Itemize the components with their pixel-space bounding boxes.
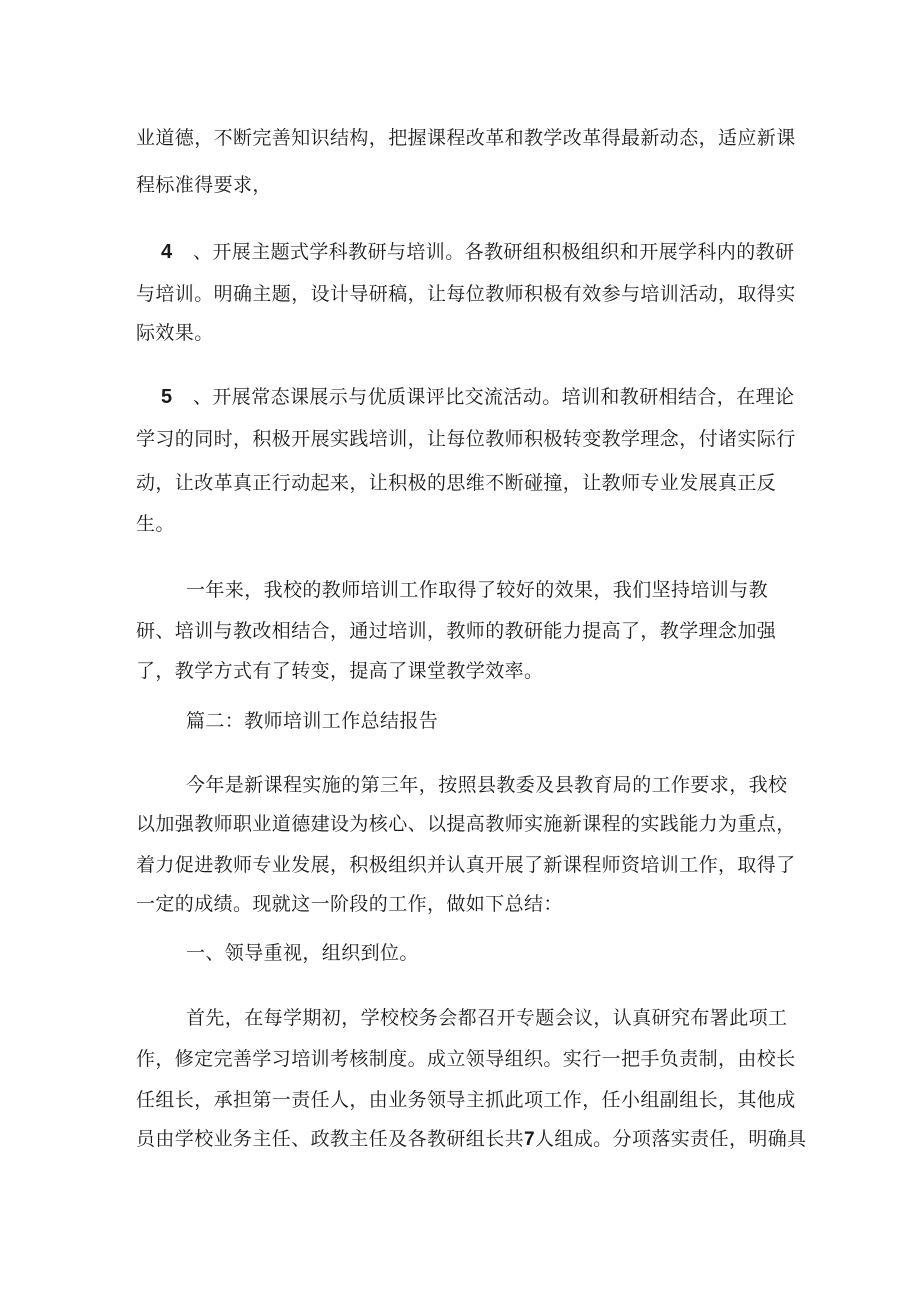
section-heading: 一、领导重视，组织到位。 (186, 942, 419, 964)
text-line: 际效果。 (136, 322, 214, 344)
text-line: 任组长，承担第一责任人，由业务领导主抓此项工作，任小组副组长，其他成 (136, 1089, 796, 1111)
text-line: 一年来，我校的教师培训工作取得了较好的效果，我们坚持培训与教 (186, 579, 769, 601)
text-segment: 员由学校业务主任、政教主任及各教研组长共 (136, 1128, 525, 1150)
text-line: 程标准得要求， (136, 174, 272, 196)
inline-number: 7 (524, 1129, 535, 1150)
text-line: 一定的成绩。现就这一阶段的工作，做如下总结： (136, 893, 563, 915)
text-line: 以加强教师职业道德建设为核心、以提高教师实施新课程的实践能力为重点， (136, 813, 796, 835)
text-line: 作，修定完善学习培训考核制度。成立领导组织。实行一把手负责制，由校长 (136, 1048, 796, 1070)
text-line: 学习的同时，积极开展实践培训，让每位教师积极转变教学理念，付诸实际行 (136, 428, 796, 450)
text-line: 、开展常态课展示与优质课评比交流活动。培训和教研相结合，在理论 (193, 386, 795, 408)
text-line: 生。 (136, 513, 175, 535)
text-line: 着力促进教师专业发展，积极组织并认真开展了新课程师资培训工作，取得了 (136, 854, 796, 876)
text-line: 业道德，不断完善知识结构，把握课程改革和教学改革得最新动态，适应新课 (136, 127, 796, 149)
section-heading: 篇二：教师培训工作总结报告 (186, 710, 439, 732)
text-line (136, 1127, 807, 1152)
text-line: 动，让改革真正行动起来，让积极的思维不断碰撞，让教师专业发展真正反 (136, 472, 777, 494)
text-line: 首先，在每学期初，学校校务会都召开专题会议，认真研究布署此项工 (186, 1007, 788, 1029)
text-line: 研、培训与教改相结合，通过培训，教师的教研能力提高了，教学理念加强 (136, 620, 777, 642)
text-line: 今年是新课程实施的第三年，按照县教委及县教育局的工作要求，我校 (186, 774, 788, 796)
list-number-5: 5 (161, 386, 173, 408)
list-number-4: 4 (161, 241, 173, 263)
text-line: 、开展主题式学科教研与培训。各教研组积极组织和开展学科内的教研 (193, 241, 795, 263)
text-line: 与培训。明确主题，设计导研稿，让每位教师积极有效参与培训活动，取得实 (136, 283, 796, 305)
text-line: 了，教学方式有了转变，提高了课堂教学效率。 (136, 660, 544, 682)
text-segment: 人组成。分项落实责任，明确具 (534, 1128, 807, 1150)
